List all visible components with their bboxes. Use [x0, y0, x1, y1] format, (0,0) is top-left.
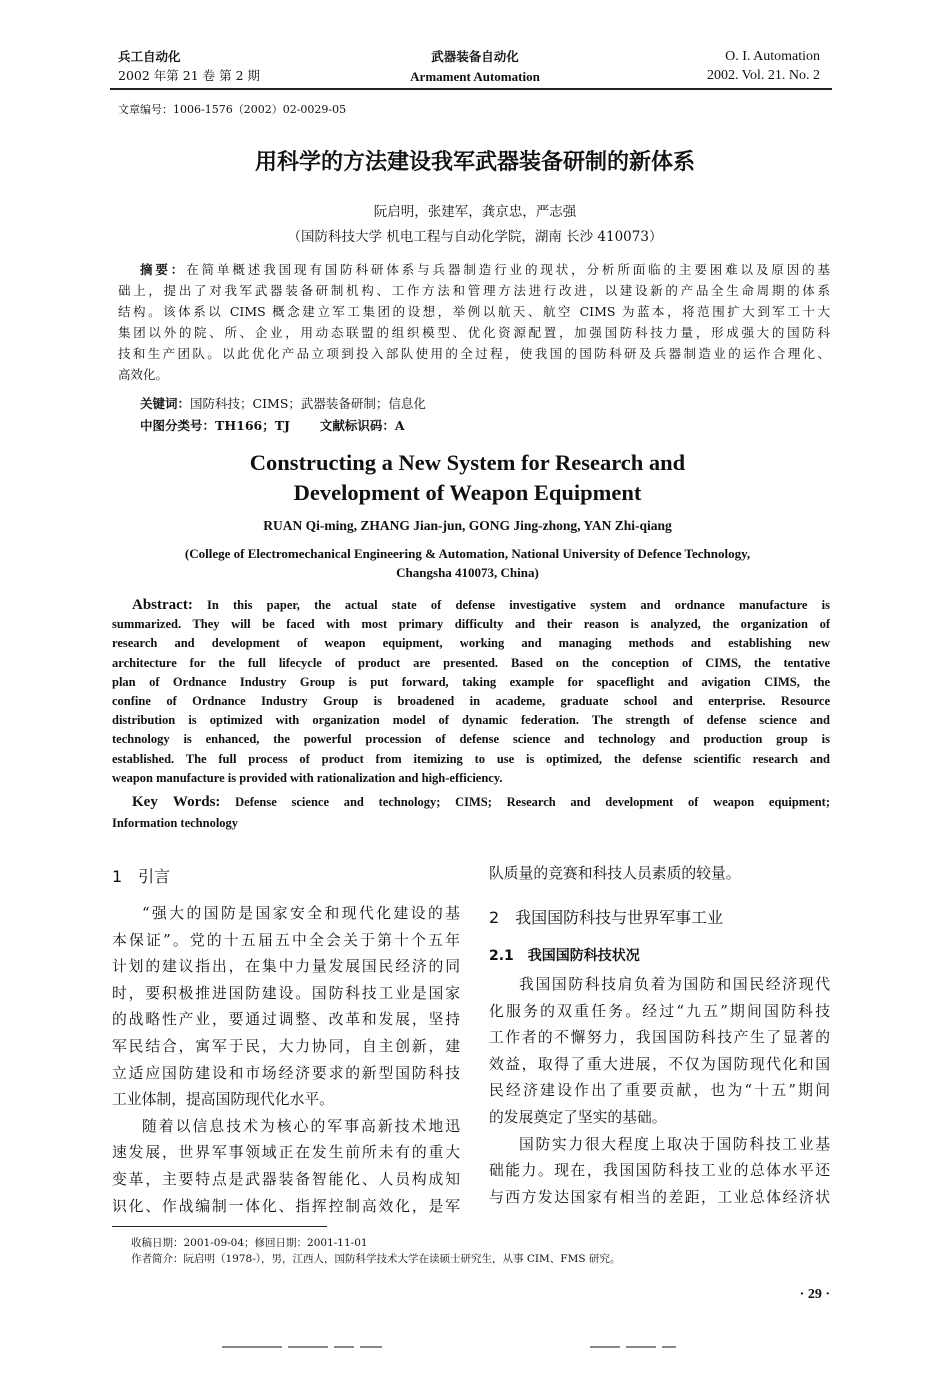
body-line: 速发展，世界军事领域正在发生前所未有的重大	[112, 1144, 460, 1162]
footnote-author-bio: 作者简介：阮启明（1978-），男，江西人，国防科学技术大学在读硕士研究生，从事 CIM、FMS 研究。	[131, 1253, 621, 1265]
abstract-en-line: architecture for the full lifecycle of product are presented. Based on the conception of CIMS, the tentative	[112, 655, 830, 670]
right-col-continuation: 队质量的竞赛和科技人员素质的较量。	[489, 865, 741, 882]
abstract-cn-line: 摘要：在简单概述我国现有国防科研体系与兵器制造行业的现状，分析所面临的主要困难以及原因的基	[140, 262, 830, 277]
abstract-cn-line: 结构。该体系以 CIMS 概念建立军工集团的设想，举例以航天、航空 CIMS 为蓝本，将范围扩大到军工十大	[118, 304, 830, 319]
header-center-journal: 武器装备自动化	[431, 49, 519, 64]
body-line: 工作者的不懈努力，我国国防科技产生了显著的	[489, 1029, 830, 1047]
subsection21-heading: 2.1 我国国防科技状况	[489, 948, 640, 964]
body-line: 时，要积极推进国防建设。国防科技工业是国家	[112, 984, 460, 1002]
abstract-en-label: Abstract:	[132, 597, 193, 613]
abstract-cn	[118, 259, 830, 385]
classification-label: 中图分类号：	[140, 418, 216, 433]
page-number: · 29 ·	[799, 1287, 830, 1302]
body-line: 国防实力很大程度上取决于国防科技工业基	[519, 1135, 830, 1153]
section1-heading: 1 引言	[112, 867, 171, 886]
header-center-english: Armament Automation	[410, 69, 540, 84]
body-line: 民经济建设作出了重要贡献，也为“十五”期间	[489, 1082, 830, 1100]
abstract-en	[112, 596, 830, 788]
abstract-cn-line: 技和生产团队。以此优化产品立项到投入部队使用的全过程，使我国的国防科研及兵器制造业的运作合理化、	[118, 346, 830, 361]
affiliation-en	[0, 544, 935, 582]
abstract-en-line: plan of Ordnance Industry Group is put forward, taking example for spaceflight and avigation CIMS, the	[112, 674, 830, 689]
footnote-rule	[112, 1226, 327, 1227]
abstract-cn-label: 摘要：	[140, 262, 187, 277]
header-left-journal: 兵工自动化	[118, 49, 181, 64]
keywords-en-line: Information technology	[112, 816, 239, 830]
header-rule	[110, 88, 832, 90]
header-left-issue: 2002 年第 21 卷 第 2 期	[118, 68, 261, 83]
body-line: 化服务的双重任务。经过“九五”期间国防科技	[489, 1002, 830, 1020]
abstract-en-line: confine of Ordnance Industry Group is broadened in academe, graduate school and enterprise. Resource	[112, 694, 830, 709]
authors-en: RUAN Qi-ming, ZHANG Jian-jun, GONG Jing-zhong, YAN Zhi-qiang	[263, 518, 672, 533]
abstract-en-line: distribution is optimized with organization model of dynamic federation. The strength of defense science and	[112, 713, 830, 728]
abstract-en-line: established. The full process of product from itemizing to use is optimized, the defense scientific research and	[112, 751, 830, 766]
footnote-dates: 收稿日期：2001-09-04；修回日期：2001-11-01	[131, 1237, 368, 1249]
affiliation-cn: （国防科技大学 机电工程与自动化学院，湖南 长沙 410073）	[287, 229, 663, 245]
title-en	[0, 448, 935, 508]
body-line: 军民结合，寓军于民，大力协同，自主创新，建	[112, 1037, 460, 1055]
body-line: “强大的国防是国家安全和现代化建设的基	[142, 905, 460, 922]
body-line: 与西方发达国家有相当的差距，工业总体经济状	[489, 1188, 830, 1206]
abstract-cn-line: 础上，提出了对我军武器装备研制机构、工作方法和管理方法进行改进，以建设新的产品全生命周期的体系	[118, 283, 830, 298]
article-id: 文章编号：1006-1576（2002）02-0029-05	[118, 103, 347, 116]
body-line: 的发展奠定了坚实的基础。	[489, 1108, 667, 1126]
body-line: 的战略性产业，要通过调整、改革和发展，坚持	[112, 1011, 460, 1029]
affiliation-en-line: (College of Electromechanical Engineering & Automation, National University of Defence Technology,	[184, 546, 751, 561]
body-line: 工业体制，提高国防现代化水平。	[112, 1091, 334, 1109]
classification-value: TH166；TJ	[215, 418, 290, 433]
abstract-cn-line: 集团以外的院、所、企业，用动态联盟的组织模型、优化资源配置，加强国防科技力量，形成强大的国防科	[118, 325, 830, 340]
keywords-en	[112, 792, 830, 834]
section21-body	[489, 972, 830, 1211]
body-line: 变革，主要特点是武器装备智能化、人员构成知	[112, 1170, 460, 1188]
body-line: 效益，取得了重大进展，不仅为国防现代化和国	[489, 1055, 830, 1073]
abstract-en-line: technology is enhanced, the powerful procession of defense science and technology and production group is	[112, 732, 830, 747]
body-line: 础能力。现在，我国国防科技工业的总体水平还	[489, 1162, 830, 1180]
section1-body	[112, 901, 460, 1220]
title-en-line: Development of Weapon Equipment	[293, 480, 642, 505]
header-right-journal: O. I. Automation	[725, 49, 820, 64]
keywords-en-label: Key Words:	[132, 794, 221, 810]
body-line: 识化、作战编制一体化、指挥控制高效化，是军	[112, 1197, 460, 1215]
body-line: 本保证”。党的十五届五中全会关于第十个五年	[112, 931, 460, 949]
affiliation-en-line: Changsha 410073, China)	[396, 565, 539, 580]
section2-heading: 2 我国国防科技与世界军事工业	[489, 908, 724, 927]
abstract-en-line: research and development of weapon equipment, working and managing methods and establishing new	[112, 636, 830, 651]
body-line: 立适应国防建设和市场经济要求的新型国防科技	[112, 1064, 460, 1082]
body-line: 计划的建议指出，在集中力量发展国民经济的同	[112, 958, 460, 976]
scan-artifact	[222, 1336, 388, 1355]
body-line: 随着以信息技术为核心的军事高新技术地迅	[142, 1117, 460, 1135]
keywords-en-line: Key Words: Defense science and technology; CIMS; Research and development of weapon equipment;	[112, 792, 830, 813]
keywords-cn-text: 国防科技；CIMS；武器装备研制；信息化	[190, 396, 426, 411]
title-cn: 用科学的方法建设我军武器装备研制的新体系	[254, 150, 695, 175]
abstract-en-line: Abstract: In this paper, the actual state of defense investigative system and ordnance manufacture is	[112, 596, 830, 615]
doc-code-label: 文献标识码：	[319, 418, 395, 433]
authors-cn: 阮启明，张建军，龚京忠，严志强	[373, 204, 577, 220]
body-line: 我国国防科技肩负着为国防和国民经济现代	[519, 976, 830, 993]
title-en-line: Constructing a New System for Research and	[249, 450, 686, 475]
doc-code-value: A	[394, 418, 405, 433]
keywords-cn	[140, 393, 426, 414]
abstract-cn-line: 高效化。	[118, 367, 169, 382]
keywords-cn-label: 关键词：	[140, 396, 191, 411]
header-right-issue: 2002. Vol. 21. No. 2	[706, 68, 820, 83]
abstract-en-line: summarized. They will be faced with most primary difficulty and their reason is analyzed, the organization of	[112, 617, 830, 632]
abstract-en-line: weapon manufacture is provided with rationalization and high-efficiency.	[112, 770, 503, 785]
classification-cn	[140, 415, 405, 436]
scan-artifact	[590, 1336, 682, 1355]
